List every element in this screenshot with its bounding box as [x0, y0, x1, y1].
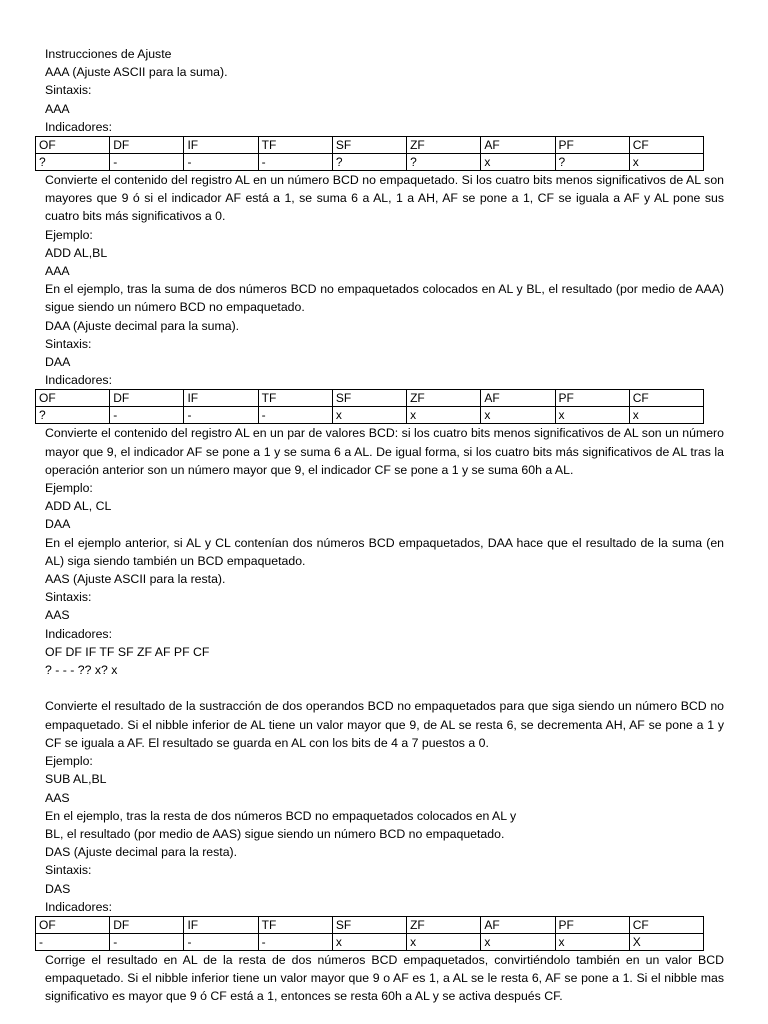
flag-header-cell: PF	[555, 390, 629, 407]
aas-example-code-2: AAS	[45, 790, 70, 805]
aas-explanation-line-2: BL, el resultado (por medio de AAS) sigue siendo un número BCD no empaquetado.	[45, 826, 505, 841]
flag-header-cell: PF	[555, 916, 629, 933]
aas-example-code-1: SUB AL,BL	[45, 772, 107, 787]
flag-header-cell: IF	[184, 137, 258, 154]
daa-flags-label: Indicadores:	[45, 373, 112, 388]
flags-value-row	[36, 933, 704, 950]
flag-value-cell: -	[110, 154, 184, 171]
aaa-example-code-1: ADD AL,BL	[45, 245, 108, 260]
flag-value-cell: x	[555, 407, 629, 424]
flag-header-cell: AF	[481, 390, 555, 407]
daa-explanation: En el ejemplo anterior, si AL y CL contenían dos números BCD empaquetados, DAA hace que el resultado de la suma (en AL) siga siendo también un BCD empaquetado.	[45, 535, 724, 568]
flag-value-cell: x	[481, 933, 555, 950]
aas-syntax: AAS	[45, 608, 70, 623]
flag-header-cell: OF	[36, 390, 110, 407]
flag-value-cell: -	[258, 154, 332, 171]
flag-value-cell: -	[184, 933, 258, 950]
flags-value-row	[36, 154, 704, 171]
flag-value-cell: x	[332, 933, 406, 950]
aas-flags-label: Indicadores:	[45, 626, 112, 641]
flag-header-cell: CF	[629, 390, 703, 407]
das-flags-label: Indicadores:	[45, 899, 112, 914]
flag-header-cell: AF	[481, 916, 555, 933]
aaa-explanation: En el ejemplo, tras la suma de dos números BCD no empaquetados colocados en AL y BL, el resultado (por medio de AAA) sigue siendo un número BCD no empaquetado.	[45, 282, 724, 315]
flag-header-cell: CF	[629, 137, 703, 154]
flag-header-cell: TF	[258, 137, 332, 154]
flag-header-cell: TF	[258, 916, 332, 933]
aas-description: Convierte el resultado de la sustracción de dos operandos BCD no empaquetados para que siga siendo un número BCD no empaquetado. Si el nibble inferior de AL tiene un valor mayor que 9, de AL se resta 6, se decrementa AH, AF se pone a 1 y CF se iguala a AF. El resultado se guarda en AL con los bits de 4 a 7 puestos a 0.	[45, 699, 724, 750]
aas-heading: AAS (Ajuste ASCII para la resta).	[45, 572, 226, 587]
blank-line	[45, 679, 724, 697]
flag-header-cell: SF	[332, 137, 406, 154]
flag-value-cell: ?	[407, 154, 481, 171]
aaa-example-label: Ejemplo:	[45, 227, 93, 242]
das-syntax: DAS	[45, 881, 71, 896]
flag-header-cell: TF	[258, 390, 332, 407]
das-heading: DAS (Ajuste decimal para la resta).	[45, 845, 238, 860]
flag-value-cell: x	[555, 933, 629, 950]
aas-flags-inline-values: ? - - - ?? x? x	[45, 663, 118, 678]
document-body	[39, 45, 724, 1006]
flag-header-cell: IF	[184, 390, 258, 407]
flag-value-cell: -	[110, 407, 184, 424]
flag-header-cell: IF	[184, 916, 258, 933]
aaa-syntax: AAA	[45, 101, 70, 116]
flag-header-cell: SF	[332, 390, 406, 407]
flag-value-cell: x	[407, 933, 481, 950]
das-flags-table	[35, 916, 704, 951]
flag-value-cell: x	[481, 407, 555, 424]
das-description: Corrige el resultado en AL de la resta de dos números BCD empaquetados, convirtiéndolo también en un valor BCD empaquetado. Si el nibble inferior tiene un valor mayor que 9 o AF es 1, a AL se le resta 6, AF se pone a 1. Si el nibble mas significativo es mayor que 9 ó CF está a 1, entonces se resta 60h a AL y se activa después CF.	[45, 952, 724, 1004]
daa-syntax: DAA	[45, 355, 71, 370]
flags-header-row	[36, 137, 704, 154]
aas-flags-inline-header: OF DF IF TF SF ZF AF PF CF	[45, 644, 210, 659]
flag-header-cell: PF	[555, 137, 629, 154]
flag-header-cell: OF	[36, 137, 110, 154]
daa-heading: DAA (Ajuste decimal para la suma).	[45, 318, 240, 333]
flag-value-cell: -	[258, 933, 332, 950]
flag-value-cell: ?	[36, 407, 110, 424]
flag-value-cell: ?	[555, 154, 629, 171]
flag-value-cell: -	[36, 933, 110, 950]
flag-header-cell: SF	[332, 916, 406, 933]
flags-value-row	[36, 407, 704, 424]
document-title: Instrucciones de Ajuste	[45, 47, 172, 61]
aas-explanation-line-1: En el ejemplo, tras la resta de dos números BCD no empaquetados colocados en AL y	[45, 808, 517, 823]
flag-header-cell: AF	[481, 137, 555, 154]
flag-value-cell: ?	[332, 154, 406, 171]
daa-flags-table	[35, 389, 704, 424]
flag-value-cell: ?	[36, 154, 110, 171]
flag-value-cell: X	[629, 933, 703, 950]
aaa-heading: AAA (Ajuste ASCII para la suma).	[45, 65, 228, 80]
flag-value-cell: x	[629, 154, 703, 171]
flag-header-cell: OF	[36, 916, 110, 933]
daa-example-code-1: ADD AL, CL	[45, 499, 112, 514]
flag-header-cell: DF	[110, 916, 184, 933]
flag-value-cell: x	[481, 154, 555, 171]
flag-header-cell: DF	[110, 390, 184, 407]
flag-value-cell: -	[184, 407, 258, 424]
flag-header-cell: ZF	[407, 390, 481, 407]
aaa-example-code-2: AAA	[45, 264, 70, 279]
flag-header-cell: DF	[110, 137, 184, 154]
flag-value-cell: x	[407, 407, 481, 424]
daa-example-code-2: DAA	[45, 517, 71, 532]
daa-syntax-label: Sintaxis:	[45, 336, 92, 351]
flag-header-cell: ZF	[407, 916, 481, 933]
daa-example-label: Ejemplo:	[45, 481, 93, 496]
flag-value-cell: -	[110, 933, 184, 950]
flag-header-cell: ZF	[407, 137, 481, 154]
aaa-flags-table	[35, 136, 704, 171]
flag-value-cell: x	[332, 407, 406, 424]
daa-description: Convierte el contenido del registro AL en un par de valores BCD: si los cuatro bits menos significativos de AL son un número mayor que 9, el indicador AF se pone a 1 y se suma 6 a AL. De igual forma, si los cuatro bits más significativos de AL tras la operación anterior son un número mayor que 9, el indicador CF se pone a 1 y se suma 60h a AL.	[45, 426, 724, 477]
aaa-syntax-label: Sintaxis:	[45, 83, 92, 98]
flags-header-row	[36, 916, 704, 933]
aas-example-label: Ejemplo:	[45, 754, 93, 769]
flag-value-cell: x	[629, 407, 703, 424]
flag-value-cell: -	[258, 407, 332, 424]
flag-header-cell: CF	[629, 916, 703, 933]
aaa-flags-label: Indicadores:	[45, 119, 112, 134]
aaa-description: Convierte el contenido del registro AL en un número BCD no empaquetado. Si los cuatro bits menos significativos de AL son mayores que 9 ó si el indicador AF está a 1, se suma 6 a AL, 1 a AH, AF se pone a 1, CF se iguala a AF y AL pone sus cuatro bits más significativos a 0.	[45, 173, 724, 224]
das-syntax-label: Sintaxis:	[45, 863, 92, 878]
flag-value-cell: -	[184, 154, 258, 171]
aas-syntax-label: Sintaxis:	[45, 590, 92, 605]
flags-header-row	[36, 390, 704, 407]
